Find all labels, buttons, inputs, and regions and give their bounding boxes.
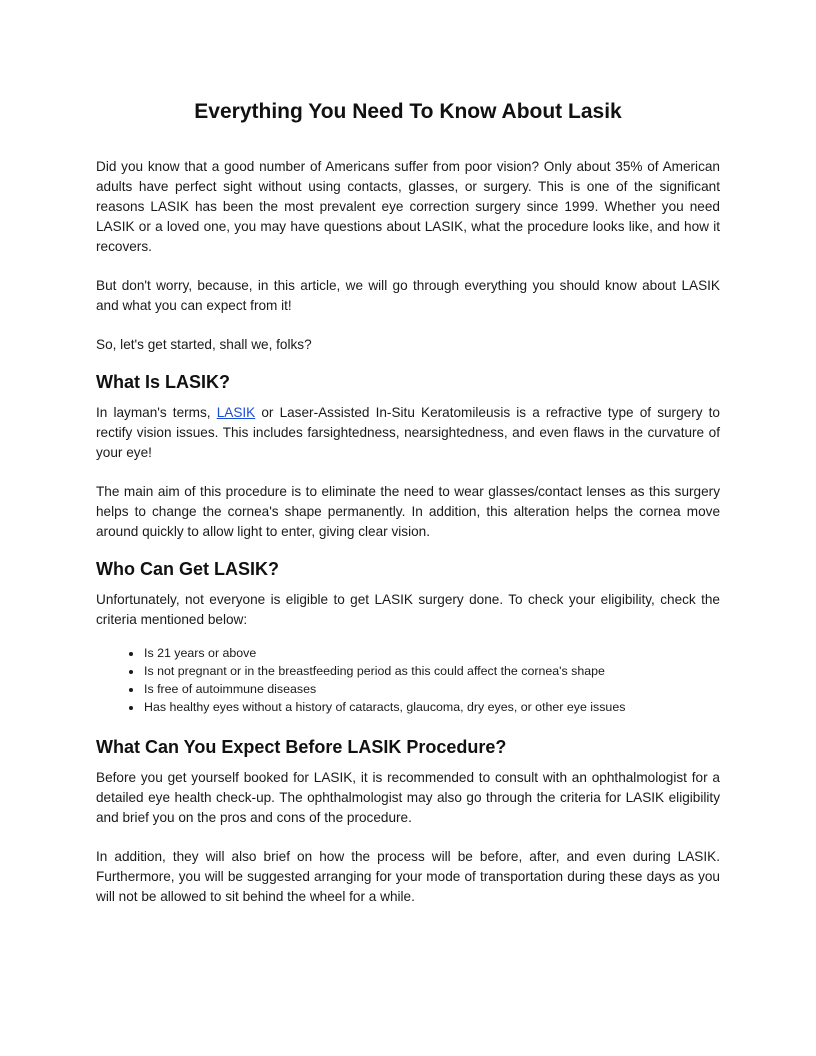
list-item: • Is 21 years or above	[143, 644, 720, 662]
section-heading-before-procedure: What Can You Expect Before LASIK Procedure?	[96, 737, 507, 757]
intro-paragraph-3: So, let's get started, shall we, folks?	[96, 337, 312, 352]
document-title: Everything You Need To Know About Lasik	[194, 100, 622, 123]
list-item: • Has healthy eyes without a history of cataracts, glaucoma, dry eyes, or other eye issues	[143, 698, 720, 716]
section3-paragraph-1: Before you get yourself booked for LASIK, it is recommended to consult with an ophthalmologist for a detailed eye health check-up. The ophthalmologist may also go through the criteria for LASIK eligibility and brief you on the pros and cons of the procedure.	[96, 770, 720, 825]
section3-paragraph-2: In addition, they will also brief on how the process will be before, after, and even during LASIK. Furthermore, you will be suggested arranging for your mode of transportation during these days as you will not be allowed to sit behind the wheel for a while.	[96, 849, 720, 904]
section2-paragraph-1: Unfortunately, not everyone is eligible to get LASIK surgery done. To check your eligibility, check the criteria mentioned below:	[96, 592, 720, 627]
section1-text-after-link: or Laser-Assisted In-Situ Keratomileusis is a refractive type of surgery to rectify vision issues. This includes farsightedness, nearsightedness, and even flaws in the curvature of your eye!	[96, 405, 720, 460]
document-page	[96, 98, 720, 907]
section-heading-who-can-get-lasik: Who Can Get LASIK?	[96, 559, 279, 579]
intro-paragraph-1: Did you know that a good number of Americans suffer from poor vision? Only about 35% of American adults have perfect sight without using contacts, glasses, or surgery. This is one of the significant reasons LASIK has been the most prevalent eye correction surgery since 1999. Whether you need LASIK or a loved one, you may have questions about LASIK, what the procedure looks like, and how it recovers.	[96, 159, 720, 254]
section-heading-what-is-lasik: What Is LASIK?	[96, 372, 230, 392]
eligibility-list	[96, 644, 720, 716]
section1-text-before-link: In layman's terms,	[96, 405, 217, 420]
intro-paragraph-2: But don't worry, because, in this article, we will go through everything you should know about LASIK and what you can expect from it!	[96, 278, 720, 313]
section1-paragraph-1	[96, 403, 720, 463]
list-item: • Is free of autoimmune diseases	[143, 680, 720, 698]
section1-paragraph-2: The main aim of this procedure is to eliminate the need to wear glasses/contact lenses as this surgery helps to change the cornea's shape permanently. In addition, this alteration helps the cornea move around quickly to allow light to enter, giving clear vision.	[96, 484, 720, 539]
list-item: • Is not pregnant or in the breastfeeding period as this could affect the cornea's shape	[143, 662, 720, 680]
lasik-link[interactable]: LASIK	[216, 405, 256, 420]
